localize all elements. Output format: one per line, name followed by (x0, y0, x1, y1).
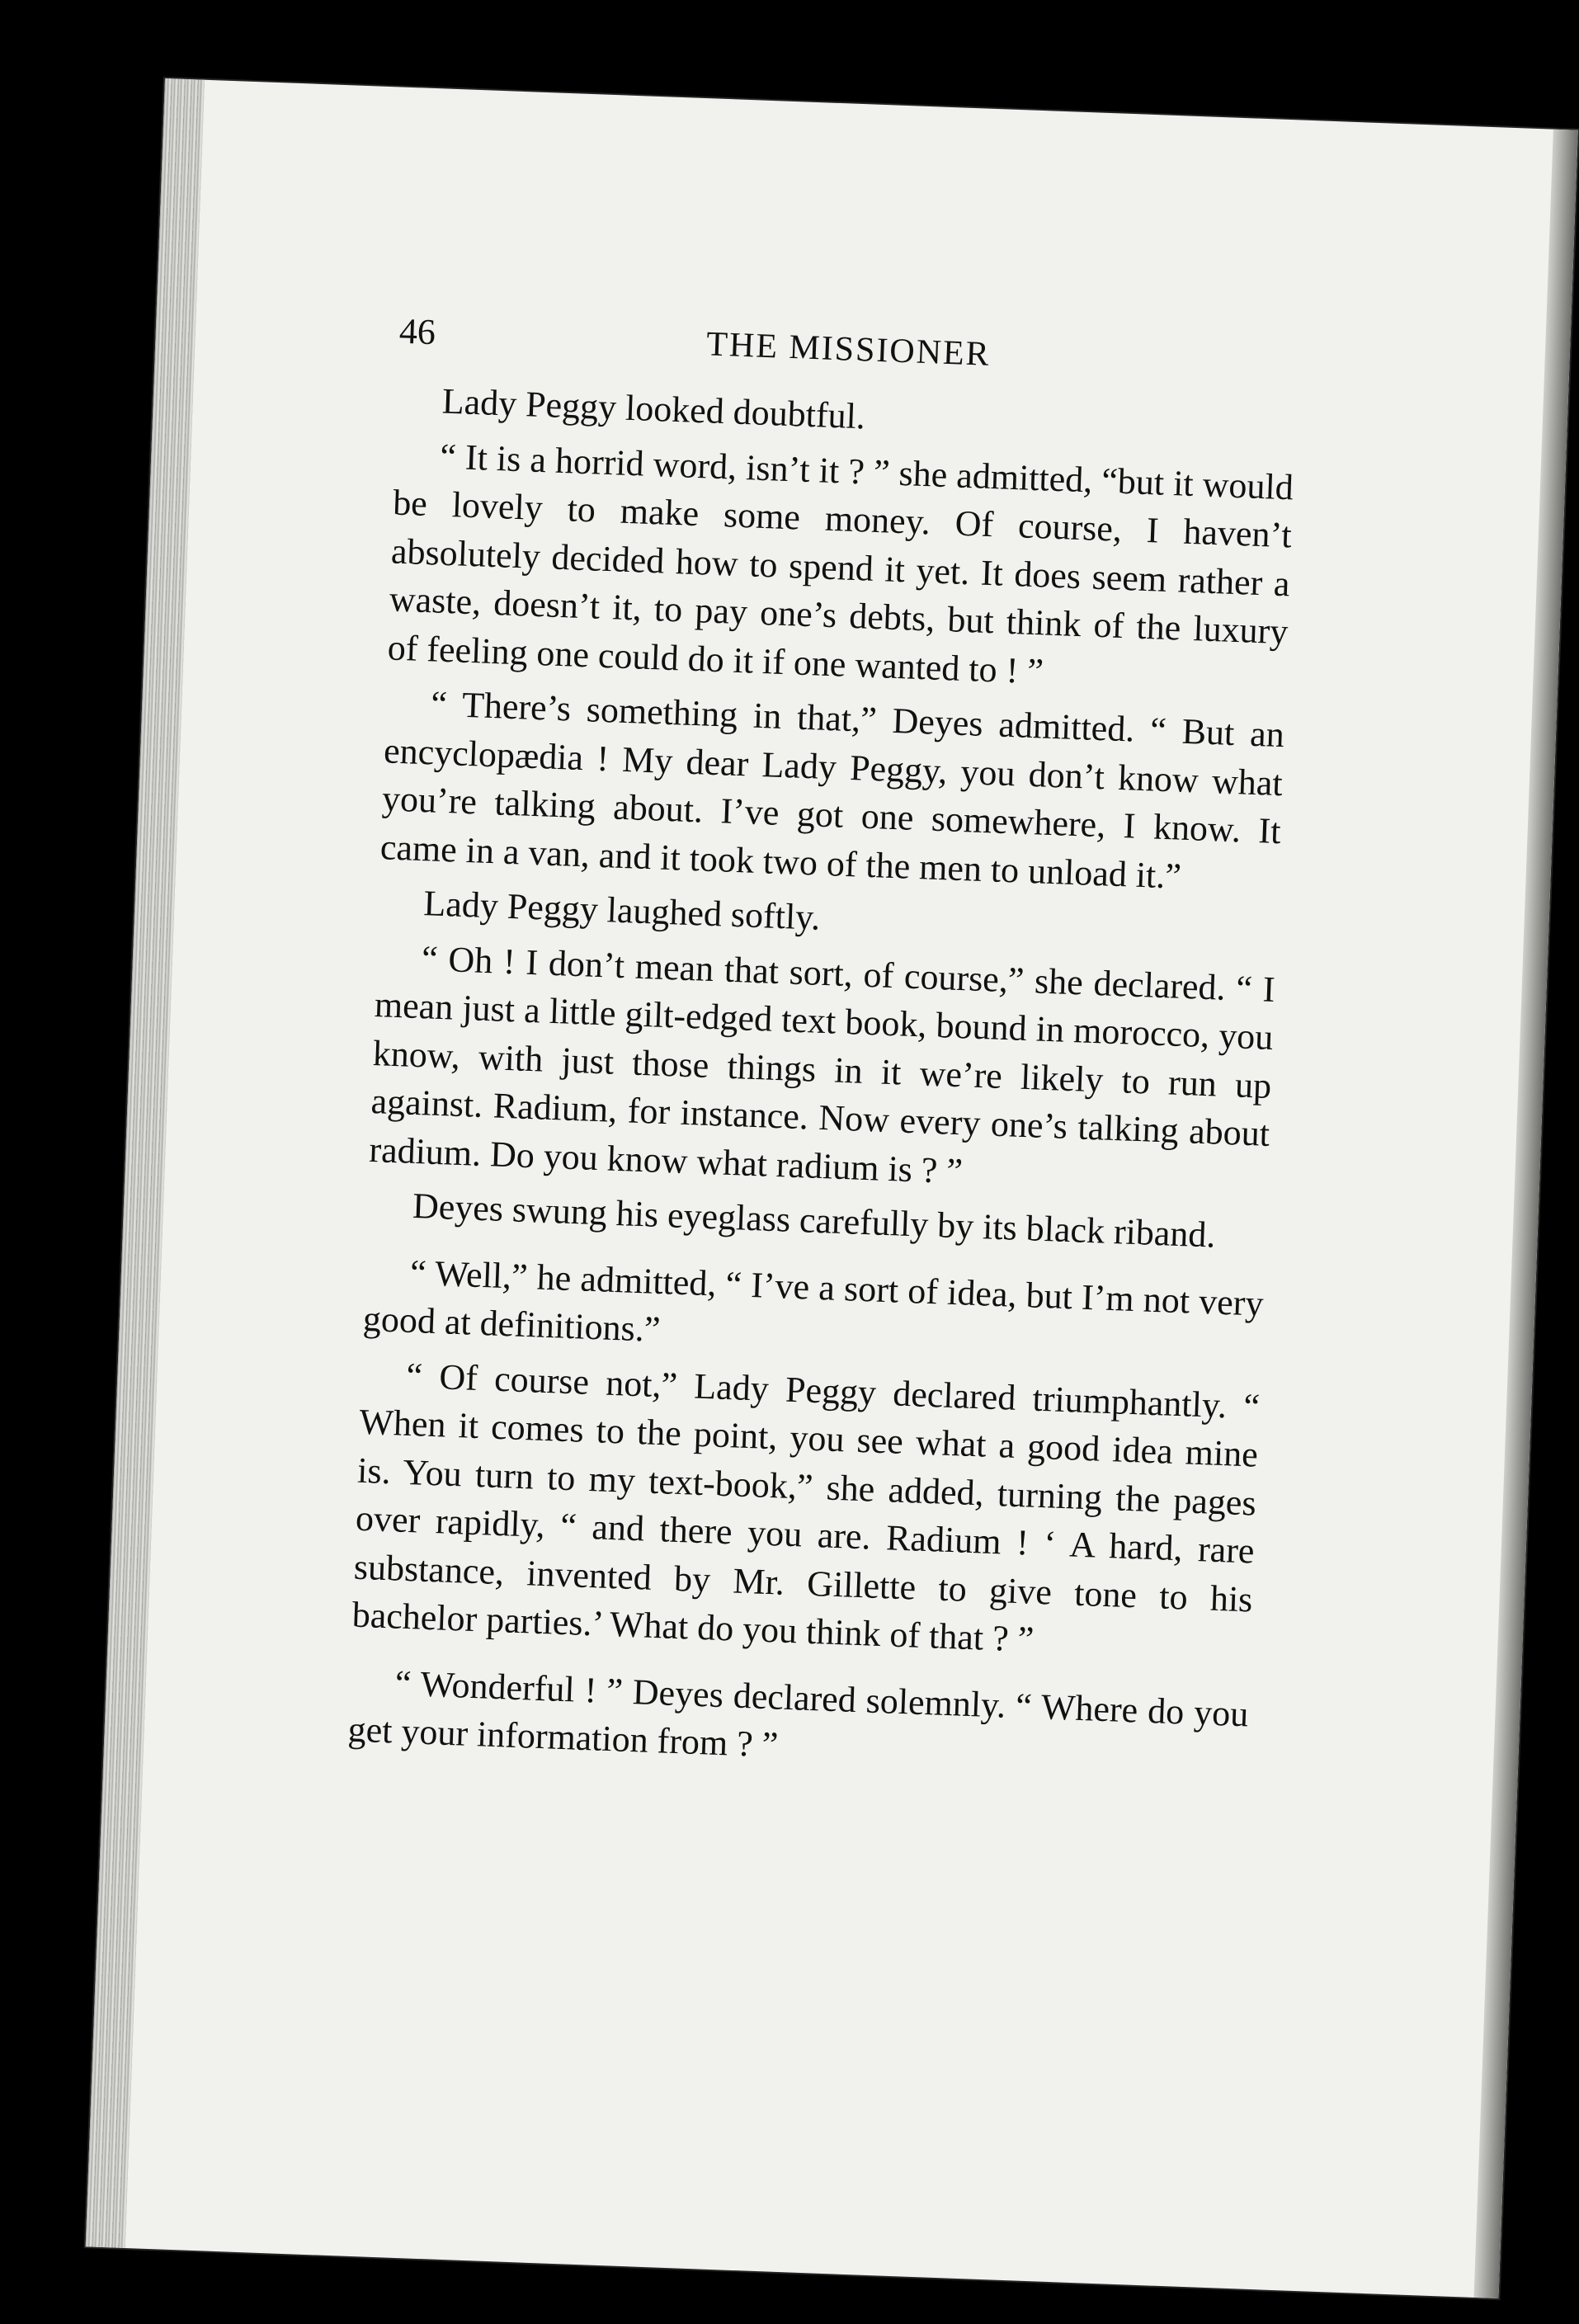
paragraph: Lady Peggy laughed softly. (422, 883, 822, 938)
page-content (346, 310, 1299, 1794)
paragraph: Lady Peggy looked doubtful. (441, 380, 866, 437)
body-text (347, 376, 1297, 1787)
book-page (86, 78, 1578, 2298)
paragraph: “ There’s something in that,” Deyes admitted. “ But an encyclopædia ! My dear Lady Peggy, you don’t know what you’re talking about. I’ve got one somewhere, I know. It came in a van, and it took two of the men to unload it.” (379, 683, 1285, 897)
paragraph: “ Wonderful ! ” Deyes declared solemnly. “ Where do you get your information from ? ” (346, 1662, 1250, 1765)
paragraph: “ It is a horrid word, isn’t it ? ” she admitted, “but it would be lovely to make some money. Of course, I haven’t absolutely decided how to spend it yet. It does seem rather a waste, doesn’t it, to pay one’s debts, but think of the luxury of feeling one could do it if one wanted to ! ” (387, 436, 1294, 691)
page-number: 46 (398, 310, 436, 353)
running-head (398, 310, 1299, 393)
paragraph: “ Of course not,” Lady Peggy declared triumphantly. “ When it comes to the point, you see what a good idea mine is. You turn to my text-book,” she added, turning the pages over rapidly, “ and there you are. Radium ! ‘ A hard, rare substance, invented by Mr. Gillette to give tone to his bachelor parties.’ What do you think of that ? ” (351, 1355, 1261, 1660)
paragraph: “ Oh ! I don’t mean that sort, of course,” she declared. “ I mean just a little gilt-edged text book, bound in morocco, you know, with just those things in it we’re likely to run up against. Radium, for instance. Now every one’s talking about radium. Do you know what radium is ? ” (368, 937, 1276, 1191)
page-edges (86, 78, 205, 2248)
book-title: THE MISSIONER (705, 325, 992, 374)
paragraph: “ Well,” he admitted, “ I’ve a sort of idea, but I’m not very good at definitions.” (362, 1252, 1265, 1351)
binding-gutter (1473, 130, 1577, 2298)
paragraph: Deyes swung his eyeglass carefully by its black riband. (412, 1185, 1217, 1256)
